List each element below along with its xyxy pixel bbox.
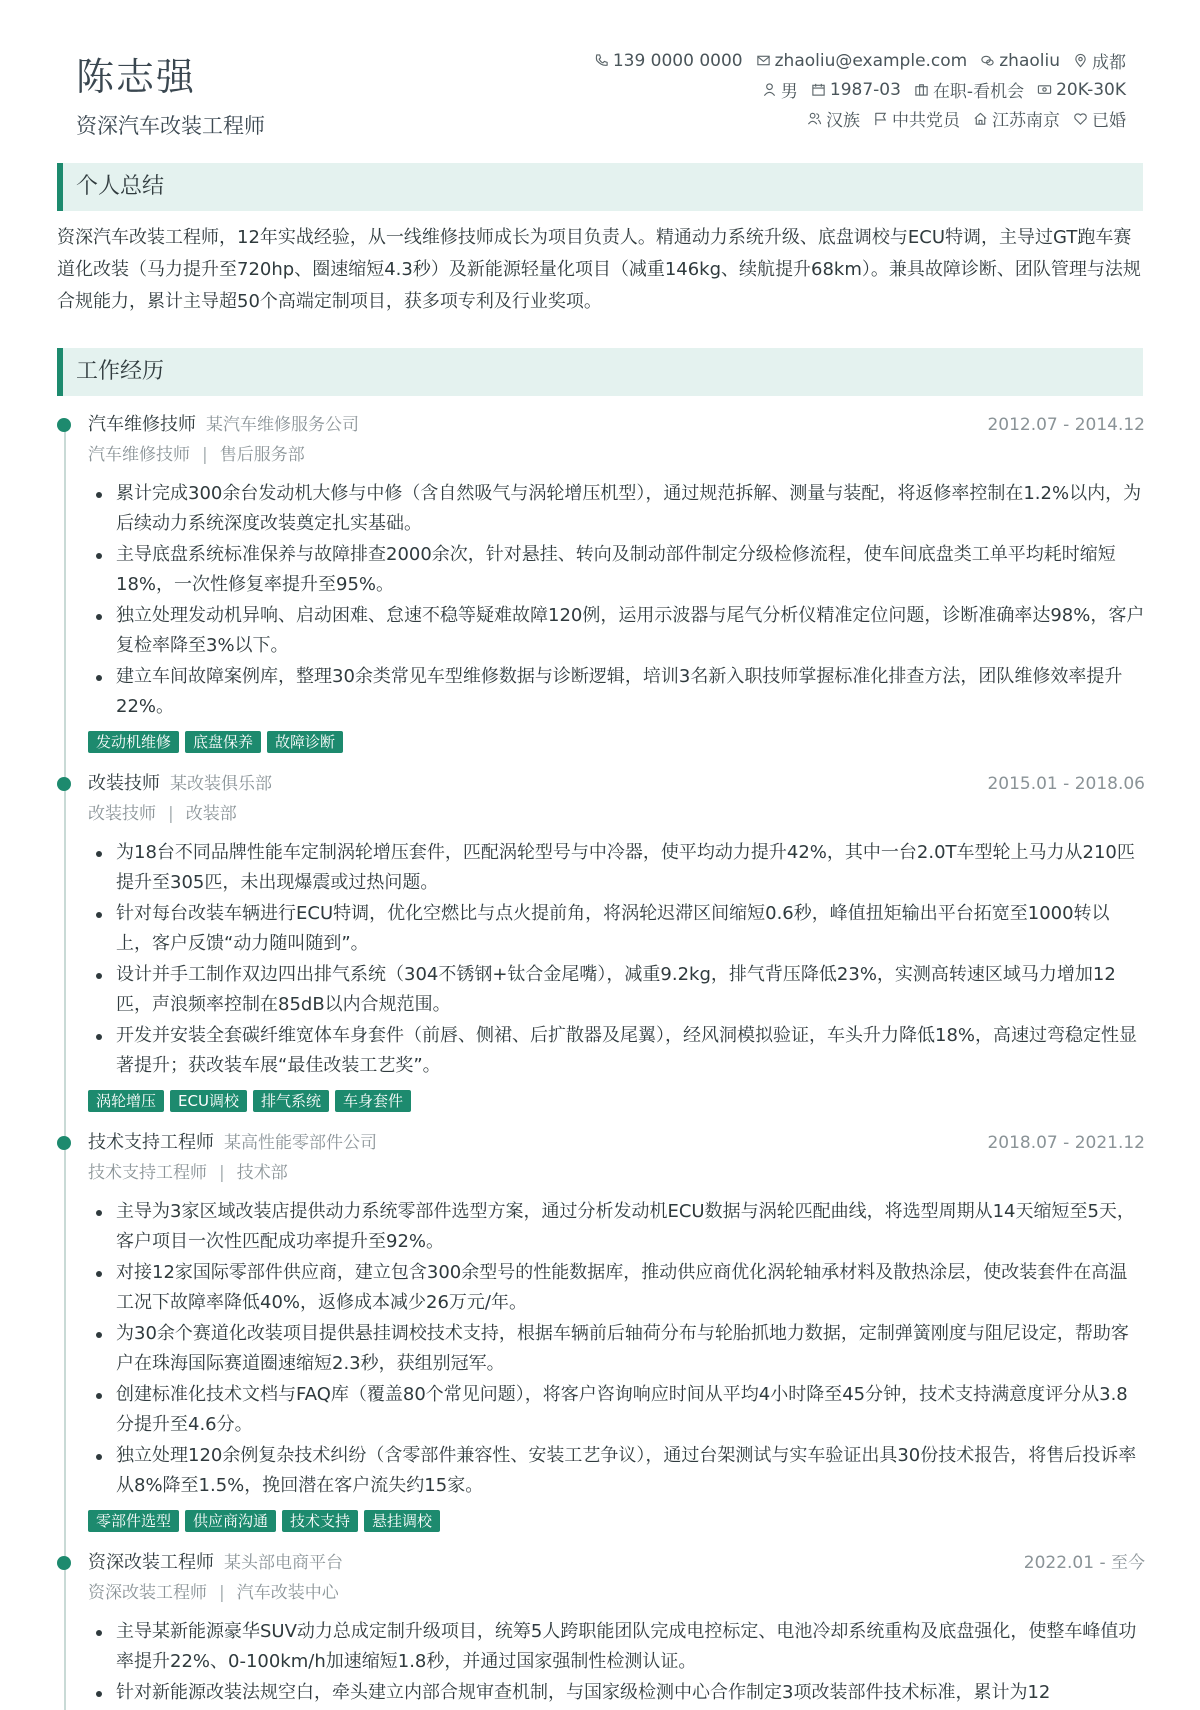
contact-location-text: 成都 [1092,53,1126,73]
job-bullets [88,1197,1145,1501]
job-role: 资深改装工程师 [88,1552,214,1573]
job-position: 汽车维修技师 [88,445,190,465]
timeline-dot [57,777,71,791]
skill-tag: 涡轮增压 [88,1090,164,1112]
contact-phone [594,51,743,71]
timeline-dot [57,418,71,432]
job-bullet: 累计完成300余台发动机大修与中修（含自然吸气与涡轮增压机型），通过规范拆解、测量与装配，将返修率控制在1.2%以内，为后续动力系统深度改装奠定扎实基础。 [88,479,1145,539]
separator: | [219,1163,225,1183]
briefcase-icon [914,82,929,97]
job-dates: 2015.01 - 2018.06 [987,774,1145,794]
job-department: 改装部 [185,804,237,824]
mail-icon [756,53,771,68]
skill-tag: 排气系统 [253,1090,329,1112]
job-bullet: 对接12家国际零部件供应商，建立包含300余型号的性能数据库，推动供应商优化涡轮轴承材料及散热涂层，使改装套件在高温工况下故障率降低40%，返修成本减少26万元/年。 [88,1258,1145,1318]
contact-row [581,104,1126,133]
job-company: 某头部电商平台 [224,1553,343,1573]
job-company: 某汽车维修服务公司 [206,415,359,435]
separator: | [219,1583,225,1603]
job-bullet: 独立处理发动机异响、启动困难、怠速不稳等疑难故障120例，运用示波器与尾气分析仪精准定位问题，诊断准确率达98%，客户复检率降至3%以下。 [88,601,1145,661]
job-bullet: 设计并手工制作双边四出排气系统（304不锈钢+钛合金尾嘴），减重9.2kg，排气背压降低23%，实测高转速区域马力增加12匹，声浪频率控制在85dB以内合规范围。 [88,960,1145,1020]
contact-ethnicity [807,106,860,131]
contact-row [581,75,1126,104]
section-header-work: 工作经历 [57,348,1143,396]
skill-tag: 发动机维修 [88,731,179,753]
job-header [88,412,1145,438]
job-bullet: 主导某新能源豪华SUV动力总成定制升级项目，统筹5人跨职能团队完成电控标定、电池冷却系统重构及底盘强化，使整车峰值功率提升22%、0-100km/h加速缩短1.8秒，并通过国家强制性检测认证。 [88,1617,1145,1677]
job-subtitle [88,1161,1145,1185]
separator: | [168,804,174,824]
contact-marital-text: 已婚 [1092,111,1126,131]
job-dates: 2018.07 - 2021.12 [987,1133,1145,1153]
job-department: 汽车改装中心 [236,1583,339,1603]
contact-wechat [980,51,1060,71]
job-subtitle [88,1581,1145,1605]
calendar-icon [811,82,826,97]
wechat-icon [980,53,995,68]
contact-ethnicity-text: 汉族 [826,111,860,131]
job-role: 技术支持工程师 [88,1132,214,1153]
job-subtitle [88,443,1145,467]
job-bullet: 主导底盘系统标准保养与故障排查2000余次，针对悬挂、转向及制动部件制定分级检修流程，使车间底盘类工单平均耗时缩短18%，一次性修复率提升至95%。 [88,540,1145,600]
location-icon [1073,53,1088,68]
contact-row [581,46,1126,75]
contact-gender-text: 男 [780,82,798,102]
salary-icon [1037,82,1052,97]
job-dates: 2022.01 - 至今 [1023,1553,1145,1573]
contact-email-text: zhaoliu@example.com [774,50,968,71]
skill-tag: 底盘保养 [185,731,261,753]
job-position: 资深改装工程师 [88,1583,207,1603]
skill-tag: 车身套件 [335,1090,411,1112]
job-bullet: 为18台不同品牌性能车定制涡轮增压套件，匹配涡轮型号与中冷器，使平均动力提升42%，其中一台2.0T车型轮上马力从210匹提升至305匹，未出现爆震或过热问题。 [88,838,1145,898]
candidate-name: 陈志强 [76,55,197,99]
flag-icon [873,111,888,126]
phone-icon [594,53,609,68]
timeline-dot [57,1136,71,1150]
contact-salary-text: 20K-30K [1056,79,1126,100]
job-entry [57,771,1145,1112]
job-tags [88,1510,1145,1532]
job-department: 技术部 [236,1163,288,1183]
contact-salary [1037,80,1126,100]
job-role: 汽车维修技师 [88,414,196,435]
job-bullets [88,479,1145,722]
job-bullet: 创建标准化技术文档与FAQ库（覆盖80个常见问题），将客户咨询响应时间从平均4小时降至45分钟，技术支持满意度评分从3.8分提升至4.6分。 [88,1380,1145,1440]
job-bullet: 建立车间故障案例库，整理30余类常见车型维修数据与诊断逻辑，培训3名新入职技师掌握标准化排查方法，团队维修效率提升22%。 [88,662,1145,722]
skill-tag: 悬挂调校 [364,1510,440,1532]
contact-email[interactable] [756,51,968,71]
job-dates: 2012.07 - 2014.12 [987,415,1145,435]
job-bullet: 为30余个赛道化改装项目提供悬挂调校技术支持，根据车辆前后轴荷分布与轮胎抓地力数据，定制弹簧刚度与阻尼设定，帮助客户在珠海国际赛道圈速缩短2.3秒，获组别冠军。 [88,1319,1145,1379]
contact-wechat-text: zhaoliu [999,50,1060,71]
contact-hometown-text: 江苏南京 [992,111,1060,131]
contact-politics-text: 中共党员 [892,111,960,131]
contact-gender [762,77,798,102]
contact-hometown [973,106,1060,131]
job-position: 改装技师 [88,804,156,824]
skill-tag: 故障诊断 [267,731,343,753]
heart-icon [1073,111,1088,126]
job-company: 某改装俱乐部 [170,774,272,794]
job-role: 改装技师 [88,773,160,794]
contact-location [1073,48,1126,73]
job-entry [57,1550,1145,1709]
job-bullet: 开发并安装全套碳纤维宽体车身套件（前唇、侧裙、后扩散器及尾翼），经风洞模拟验证，车头升力降低18%，高速过弯稳定性显著提升；获改装车展“最佳改装工艺奖”。 [88,1021,1145,1081]
job-entry [57,412,1145,753]
job-bullet: 独立处理120余例复杂技术纠纷（含零部件兼容性、安装工艺争议），通过台架测试与实车验证出具30份技术报告，将售后投诉率从8%降至1.5%，挽回潜在客户流失约15家。 [88,1441,1145,1501]
skill-tag: 供应商沟通 [185,1510,276,1532]
job-position: 技术支持工程师 [88,1163,207,1183]
candidate-title: 资深汽车改装工程师 [76,114,265,138]
contact-birth-text: 1987-03 [829,79,901,100]
people-icon [807,111,822,126]
job-bullet: 针对每台改装车辆进行ECU特调，优化空燃比与点火提前角，将涡轮迟滞区间缩短0.6秒，峰值扭矩输出平台拓宽至1000转以上，客户反馈“动力随叫随到”。 [88,899,1145,959]
job-bullet: 主导为3家区域改装店提供动力系统零部件选型方案，通过分析发动机ECU数据与涡轮匹配曲线，将选型周期从14天缩短至5天，客户项目一次性匹配成功率提升至92%。 [88,1197,1145,1257]
timeline-dot [57,1556,71,1570]
job-tags [88,1090,1145,1112]
contact-info [581,46,1126,133]
summary-text: 资深汽车改装工程师，12年实战经验，从一线维修技师成长为项目负责人。精通动力系统升级、底盘调校与ECU特调，主导过GT跑车赛道化改装（马力提升至720hp、圈速缩短4.3秒）及新能源轻量化项目（减重146kg、续航提升68km）。兼具故障诊断、团队管理与法规合规能力，累计主导超50个高端定制项目，获多项专利及行业奖项。 [57,227,1141,312]
contact-status-text: 在职-看机会 [932,82,1025,102]
job-header [88,1130,1145,1156]
contact-marital [1073,106,1126,131]
section-header-summary: 个人总结 [57,163,1143,211]
job-bullet: 针对新能源改装法规空白，牵头建立内部合规审查机制，与国家级检测中心合作制定3项改装部件技术标准，累计为12 [88,1678,1145,1708]
job-department: 售后服务部 [219,445,305,465]
skill-tag: 技术支持 [282,1510,358,1532]
job-bullets [88,838,1145,1081]
job-entry [57,1130,1145,1532]
job-subtitle [88,802,1145,826]
user-icon [762,82,777,97]
contact-phone-text: 139 0000 0000 [612,50,743,71]
job-tags [88,731,1145,753]
separator: | [202,445,208,465]
contact-status [914,77,1024,102]
contact-politics [873,106,960,131]
job-company: 某高性能零部件公司 [224,1133,377,1153]
skill-tag: ECU调校 [170,1090,247,1112]
home-icon [973,111,988,126]
job-bullets [88,1617,1145,1708]
contact-birth [811,80,901,100]
job-header [88,771,1145,797]
job-header [88,1550,1145,1576]
skill-tag: 零部件选型 [88,1510,179,1532]
